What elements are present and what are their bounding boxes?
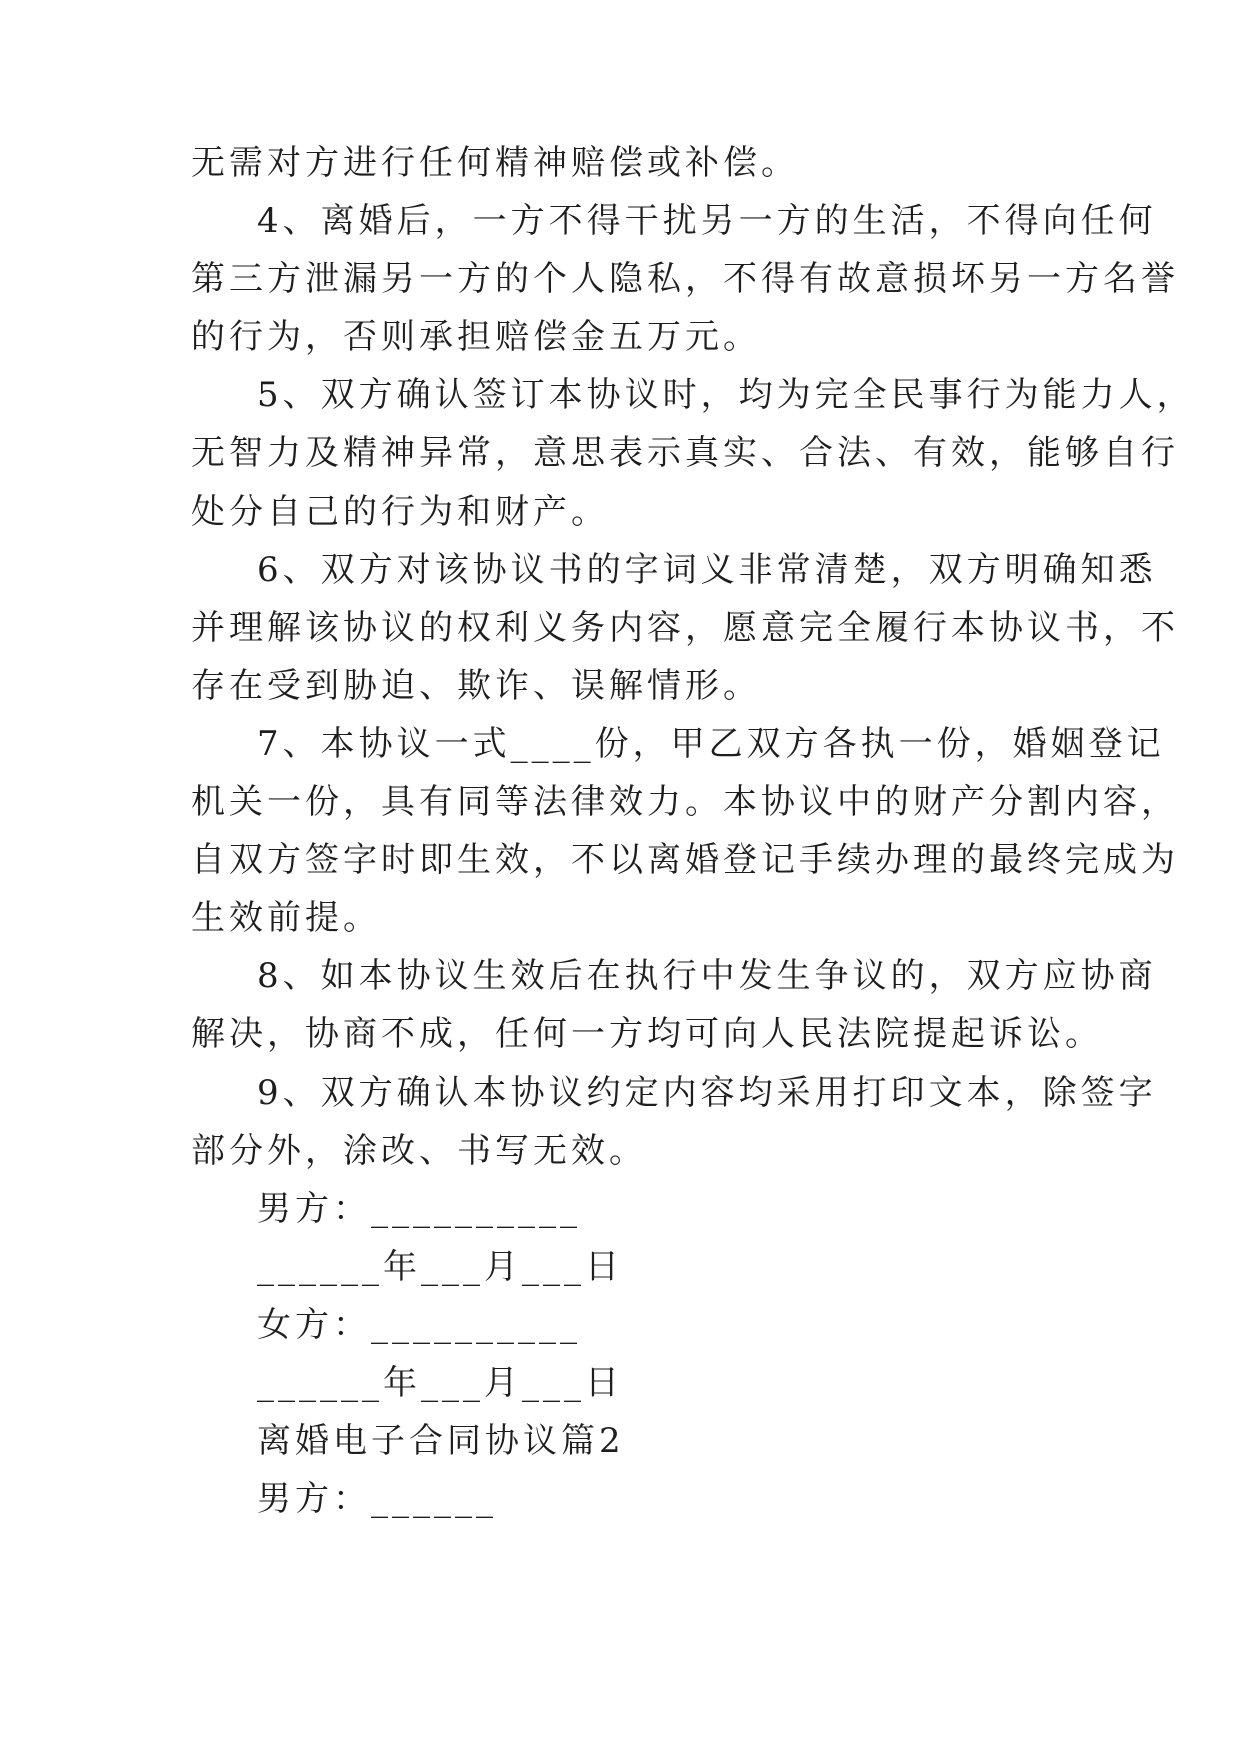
- section-heading: 离婚电子合同协议篇2: [257, 1421, 625, 1462]
- clause-9-line: 9、双方确认本协议约定内容均采用打印文本，除签字: [257, 1072, 1157, 1113]
- male-party-signature-line: 男方：______: [257, 1479, 497, 1520]
- text-line: 并理解该协议的权利义务内容，愿意完全履行本协议书，不: [191, 607, 1179, 648]
- text-line: 部分外，涂改、书写无效。: [191, 1130, 647, 1171]
- clause-5-line: 5、双方确认签订本协议时，均为完全民事行为能力人，: [257, 375, 1195, 416]
- document-page: [191, 134, 1195, 1528]
- clause-7-line: 7、本协议一式____份，甲乙双方各执一份，婚姻登记: [257, 723, 1165, 764]
- female-party-date-line: ______年___月___日: [257, 1362, 623, 1403]
- text-line: 自双方签字时即生效，不以离婚登记手续办理的最终完成为: [191, 840, 1179, 881]
- text-line: 无需对方进行任何精神赔偿或补偿。: [191, 143, 799, 183]
- text-line: 的行为，否则承担赔偿金五万元。: [191, 317, 761, 358]
- clause-6-line: 6、双方对该协议书的字词义非常清楚，双方明确知悉: [257, 549, 1157, 590]
- clause-8-line: 8、如本协议生效后在执行中发生争议的，双方应协商: [257, 956, 1157, 997]
- male-party-date-line: ______年___月___日: [257, 1246, 623, 1287]
- male-party-signature-line: 男方：__________: [257, 1188, 581, 1229]
- text-line: 存在受到胁迫、欺诈、误解情形。: [191, 665, 761, 706]
- female-party-signature-line: 女方：__________: [257, 1304, 581, 1345]
- clause-4-line: 4、离婚后，一方不得干扰另一方的生活，不得向任何: [257, 201, 1157, 242]
- text-line: 无智力及精神异常，意思表示真实、合法、有效，能够自行: [191, 433, 1179, 474]
- text-line: 解决，协商不成，任何一方均可向人民法院提起诉讼。: [191, 1014, 1103, 1055]
- text-line: 生效前提。: [191, 898, 381, 939]
- text-line: 第三方泄漏另一方的个人隐私，不得有故意损坏另一方名誉: [191, 259, 1179, 300]
- text-line: 机关一份，具有同等法律效力。本协议中的财产分割内容，: [191, 782, 1179, 823]
- text-line: 处分自己的行为和财产。: [191, 491, 609, 532]
